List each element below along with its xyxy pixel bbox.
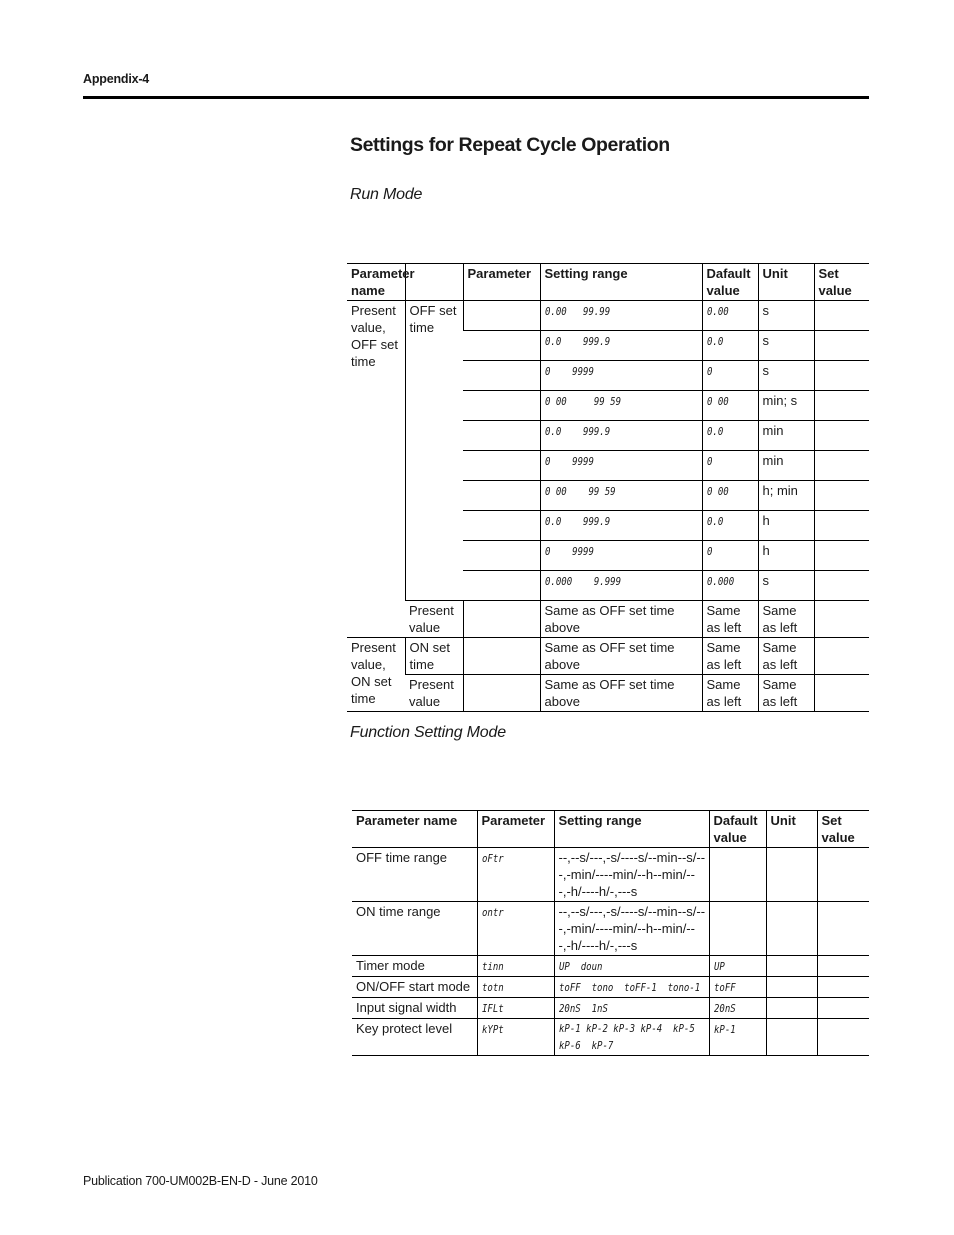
default-value-cell-value: 20nS bbox=[713, 1002, 736, 1015]
table-row bbox=[347, 675, 869, 712]
setting-range-cell bbox=[540, 571, 702, 601]
set-value-cell bbox=[814, 675, 869, 712]
set-value-cell bbox=[817, 998, 869, 1019]
table-row bbox=[347, 601, 869, 638]
parameter-cell-value: totn bbox=[481, 981, 504, 994]
setting-range-cell-value: 0 9999 bbox=[544, 455, 594, 468]
page-header-label: Appendix-4 bbox=[83, 72, 150, 86]
default-value-cell bbox=[709, 977, 766, 998]
set-value-cell bbox=[814, 601, 869, 638]
parameter-name-cell: Timer mode bbox=[352, 956, 477, 977]
setting-range-cell-value: 0.000 9.999 bbox=[544, 575, 621, 588]
parameter-cell bbox=[463, 481, 540, 511]
table-row bbox=[347, 301, 869, 331]
default-value-cell-value: 0.000 bbox=[706, 575, 734, 588]
setting-range-cell-value: UP doun bbox=[558, 960, 602, 973]
unit-cell bbox=[766, 956, 817, 977]
parameter-cell-value: IFLt bbox=[481, 1002, 504, 1015]
setting-range-cell-value: 0 00 99 59 bbox=[544, 395, 621, 408]
parameter-cell-value: kYPt bbox=[481, 1023, 504, 1036]
setting-range-cell-value: toFF tono toFF-1 tono-1 bbox=[558, 981, 700, 994]
table-row bbox=[352, 1019, 869, 1056]
set-value-cell bbox=[814, 571, 869, 601]
parameter-label-cell: ON set time bbox=[405, 638, 463, 675]
default-value-cell bbox=[702, 511, 758, 541]
default-value-cell bbox=[702, 361, 758, 391]
table-row bbox=[352, 998, 869, 1019]
default-value-cell-value: 0 00 bbox=[706, 395, 729, 408]
default-value-cell-value: toFF bbox=[713, 981, 736, 994]
setting-range-cell bbox=[540, 391, 702, 421]
unit-cell bbox=[766, 977, 817, 998]
table-row bbox=[352, 977, 869, 998]
set-value-cell bbox=[814, 361, 869, 391]
unit-cell: h bbox=[758, 541, 814, 571]
setting-range-cell-value: 0 9999 bbox=[544, 545, 594, 558]
set-value-cell bbox=[817, 1019, 869, 1056]
col-header: Unit bbox=[766, 811, 817, 848]
col-header: Dafault value bbox=[709, 811, 766, 848]
setting-range-cell-value: 0.0 999.9 bbox=[544, 515, 610, 528]
default-value-cell: Same as left bbox=[702, 638, 758, 675]
col-header: Parameter name bbox=[352, 811, 477, 848]
parameter-name-cell: OFF time range bbox=[352, 848, 477, 902]
setting-range-cell bbox=[554, 1019, 709, 1056]
parameter-cell bbox=[477, 956, 554, 977]
parameter-cell bbox=[463, 571, 540, 601]
default-value-cell bbox=[709, 998, 766, 1019]
unit-cell: s bbox=[758, 361, 814, 391]
parameter-name-cell: Input signal width bbox=[352, 998, 477, 1019]
parameter-label-cell: Present value bbox=[405, 601, 463, 638]
function-mode-heading: Function Setting Mode bbox=[350, 724, 506, 741]
default-value-cell bbox=[702, 331, 758, 361]
setting-range-cell-value: 0 9999 bbox=[544, 365, 594, 378]
setting-range-cell bbox=[540, 301, 702, 331]
unit-cell bbox=[766, 902, 817, 956]
default-value-cell bbox=[702, 481, 758, 511]
header-rule bbox=[83, 96, 869, 99]
set-value-cell bbox=[817, 977, 869, 998]
unit-cell: min; s bbox=[758, 391, 814, 421]
parameter-cell-value: ontr bbox=[481, 906, 504, 919]
col-header: Parameter bbox=[477, 811, 554, 848]
table-row bbox=[347, 638, 869, 675]
unit-cell: s bbox=[758, 301, 814, 331]
parameter-name-cell: Present value, ON set time bbox=[347, 638, 405, 712]
setting-range-cell bbox=[540, 331, 702, 361]
set-value-cell bbox=[814, 331, 869, 361]
function-setting-table bbox=[352, 810, 869, 1056]
parameter-label-cell: OFF set time bbox=[405, 301, 463, 601]
unit-cell bbox=[766, 998, 817, 1019]
default-value-cell bbox=[702, 451, 758, 481]
parameter-cell bbox=[477, 998, 554, 1019]
setting-range-cell bbox=[540, 481, 702, 511]
default-value-cell bbox=[709, 848, 766, 902]
set-value-cell bbox=[814, 391, 869, 421]
set-value-cell bbox=[814, 638, 869, 675]
parameter-name-cell: ON/OFF start mode bbox=[352, 977, 477, 998]
default-value-cell-value: 0.0 bbox=[706, 425, 723, 438]
table-row bbox=[352, 848, 869, 902]
default-value-cell-value: 0.0 bbox=[706, 335, 723, 348]
default-value-cell-value: 0 00 bbox=[706, 485, 729, 498]
setting-range-cell-value: 0.0 999.9 bbox=[544, 335, 610, 348]
default-value-cell bbox=[702, 541, 758, 571]
default-value-cell: Same as left bbox=[702, 601, 758, 638]
parameter-cell-value: oFtr bbox=[481, 852, 504, 865]
parameter-cell bbox=[463, 331, 540, 361]
publication-footer: Publication 700-UM002B-EN-D - June 2010 bbox=[83, 1174, 318, 1188]
unit-cell: Same as left bbox=[758, 601, 814, 638]
parameter-cell bbox=[463, 391, 540, 421]
parameter-cell bbox=[477, 902, 554, 956]
section-title: Settings for Repeat Cycle Operation bbox=[350, 134, 670, 156]
setting-range-cell: Same as OFF set time above bbox=[540, 638, 702, 675]
setting-range-cell-value: 20nS 1nS bbox=[558, 1002, 608, 1015]
col-header: Dafault value bbox=[702, 264, 758, 301]
default-value-cell bbox=[709, 956, 766, 977]
set-value-cell bbox=[817, 848, 869, 902]
setting-range-cell: --,--s/---,-s/----s/--min--s/---,-min/----min/--h--min/---,-h/----h/-,---s bbox=[554, 902, 709, 956]
default-value-cell-value: 0 bbox=[706, 365, 712, 378]
parameter-cell bbox=[463, 541, 540, 571]
default-value-cell-value: UP bbox=[713, 960, 725, 973]
setting-range-cell bbox=[540, 541, 702, 571]
table-header-row bbox=[352, 811, 869, 848]
table-row bbox=[352, 956, 869, 977]
default-value-cell-value: 0 bbox=[706, 545, 712, 558]
parameter-cell bbox=[477, 1019, 554, 1056]
setting-range-cell: Same as OFF set time above bbox=[540, 675, 702, 712]
unit-cell: min bbox=[758, 451, 814, 481]
default-value-cell bbox=[709, 902, 766, 956]
parameter-label-cell: Present value bbox=[405, 675, 463, 712]
unit-cell bbox=[766, 848, 817, 902]
col-header: Parameter name bbox=[347, 264, 405, 301]
parameter-cell bbox=[463, 675, 540, 712]
setting-range-cell-value: kP-1 kP-2 kP-3 kP-4 kP-5 kP-6 kP-7 bbox=[558, 1022, 706, 1052]
col-header: Setting range bbox=[540, 264, 702, 301]
parameter-cell bbox=[463, 638, 540, 675]
setting-range-cell bbox=[554, 977, 709, 998]
setting-range-cell bbox=[540, 361, 702, 391]
setting-range-cell-value: 0.00 99.99 bbox=[544, 305, 610, 318]
set-value-cell bbox=[814, 541, 869, 571]
run-mode-heading: Run Mode bbox=[350, 186, 423, 203]
default-value-cell: Same as left bbox=[702, 675, 758, 712]
col-header: Setting range bbox=[554, 811, 709, 848]
set-value-cell bbox=[814, 421, 869, 451]
setting-range-cell bbox=[554, 998, 709, 1019]
unit-cell: s bbox=[758, 571, 814, 601]
set-value-cell bbox=[814, 481, 869, 511]
default-value-cell bbox=[709, 1019, 766, 1056]
parameter-cell-value: tinn bbox=[481, 960, 504, 973]
unit-cell: min bbox=[758, 421, 814, 451]
set-value-cell bbox=[814, 511, 869, 541]
unit-cell: Same as left bbox=[758, 638, 814, 675]
unit-cell: Same as left bbox=[758, 675, 814, 712]
col-header: Parameter bbox=[463, 264, 540, 301]
setting-range-cell: --,--s/---,-s/----s/--min--s/---,-min/----min/--h--min/---,-h/----h/-,---s bbox=[554, 848, 709, 902]
parameter-name-cell: Key protect level bbox=[352, 1019, 477, 1056]
col-header: Set value bbox=[817, 811, 869, 848]
default-value-cell bbox=[702, 301, 758, 331]
unit-cell: h; min bbox=[758, 481, 814, 511]
setting-range-cell-value: 0 00 99 59 bbox=[544, 485, 616, 498]
parameter-cell bbox=[463, 361, 540, 391]
col-header: Set value bbox=[814, 264, 869, 301]
col-header: Unit bbox=[758, 264, 814, 301]
table-row bbox=[352, 902, 869, 956]
setting-range-cell bbox=[554, 956, 709, 977]
parameter-cell bbox=[463, 451, 540, 481]
parameter-name-cell: Present value, OFF set time bbox=[347, 301, 405, 638]
set-value-cell bbox=[814, 301, 869, 331]
unit-cell bbox=[766, 1019, 817, 1056]
default-value-cell-value: 0.0 bbox=[706, 515, 723, 528]
default-value-cell-value: kP-1 bbox=[713, 1023, 736, 1036]
set-value-cell bbox=[817, 956, 869, 977]
default-value-cell bbox=[702, 391, 758, 421]
setting-range-cell-value: 0.0 999.9 bbox=[544, 425, 610, 438]
default-value-cell-value: 0 bbox=[706, 455, 712, 468]
setting-range-cell bbox=[540, 511, 702, 541]
set-value-cell bbox=[817, 902, 869, 956]
parameter-cell bbox=[463, 421, 540, 451]
parameter-cell bbox=[477, 977, 554, 998]
parameter-cell bbox=[463, 601, 540, 638]
table-header-row bbox=[347, 264, 869, 301]
default-value-cell bbox=[702, 571, 758, 601]
default-value-cell bbox=[702, 421, 758, 451]
parameter-name-cell: ON time range bbox=[352, 902, 477, 956]
parameter-cell bbox=[463, 301, 540, 331]
unit-cell: h bbox=[758, 511, 814, 541]
setting-range-cell: Same as OFF set time above bbox=[540, 601, 702, 638]
setting-range-cell bbox=[540, 421, 702, 451]
run-mode-table bbox=[347, 263, 869, 712]
parameter-cell bbox=[477, 848, 554, 902]
parameter-cell bbox=[463, 511, 540, 541]
unit-cell: s bbox=[758, 331, 814, 361]
default-value-cell-value: 0.00 bbox=[706, 305, 729, 318]
set-value-cell bbox=[814, 451, 869, 481]
setting-range-cell bbox=[540, 451, 702, 481]
